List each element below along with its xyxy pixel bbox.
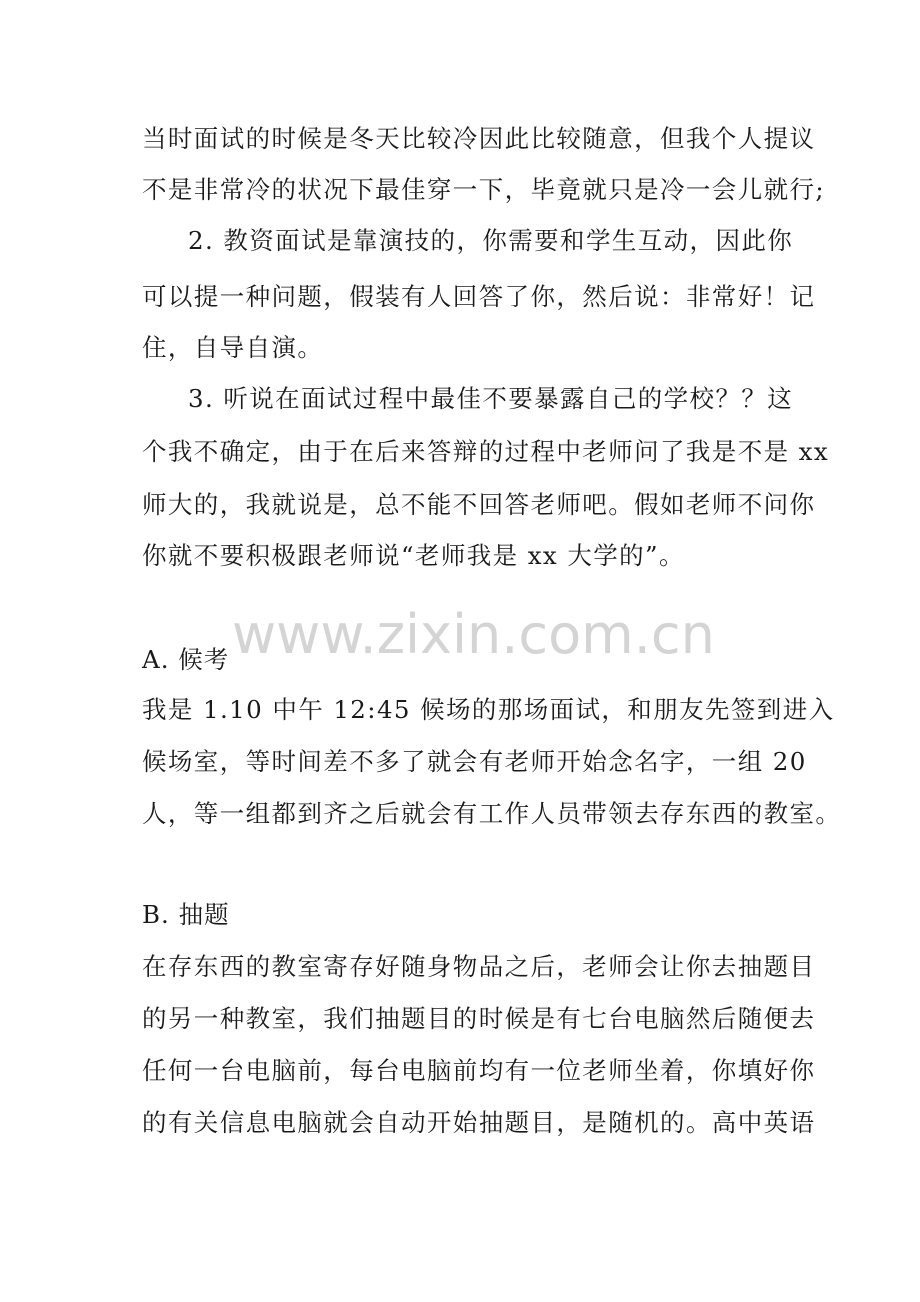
text-line: 我是 1.10 中午 12:45 候场的那场面试，和朋友先签到进入 (142, 695, 835, 724)
section-heading: B. 抽题 (142, 900, 230, 929)
text-line: 师大的，我就说是，总不能不回答老师吧。假如老师不问你 (142, 490, 816, 519)
text-line: 不是非常冷的状况下最佳穿一下，毕竟就只是冷一会儿就行; (142, 175, 826, 204)
text-line: 可以提一种问题，假装有人回答了你，然后说：非常好！记 (142, 282, 816, 311)
text-line: 当时面试的时候是冬天比较冷因此比较随意，但我个人提议 (142, 124, 816, 153)
text-line: 住，自导自演。 (142, 333, 324, 362)
section-heading: A. 候考 (142, 645, 230, 674)
text-line: 任何一台电脑前，每台电脑前均有一位老师坐着，你填好你 (142, 1056, 816, 1085)
text-line: 的另一种教室，我们抽题目的时候是有七台电脑然后随便去 (142, 1004, 816, 1033)
text-line: 你就不要积极跟老师说“老师我是 xx 大学的”。 (142, 541, 685, 570)
watermark: www.zixin.com.cn (232, 603, 715, 666)
text-line: 3. 听说在面试过程中最佳不要暴露自己的学校？？这 (188, 384, 794, 413)
text-line: 2. 教资面试是靠演技的，你需要和学生互动，因此你 (188, 226, 794, 255)
text-line: 的有关信息电脑就会自动开始抽题目，是随机的。高中英语 (142, 1108, 816, 1137)
text-line: 在存东西的教室寄存好随身物品之后，老师会让你去抽题目 (142, 952, 816, 981)
text-line: 人，等一组都到齐之后就会有工作人员带领去存东西的教室。 (142, 799, 842, 828)
text-line: 候场室，等时间差不多了就会有老师开始念名字，一组 20 (142, 747, 807, 776)
text-line: 个我不确定，由于在后来答辩的过程中老师问了我是不是 xx (142, 437, 830, 466)
